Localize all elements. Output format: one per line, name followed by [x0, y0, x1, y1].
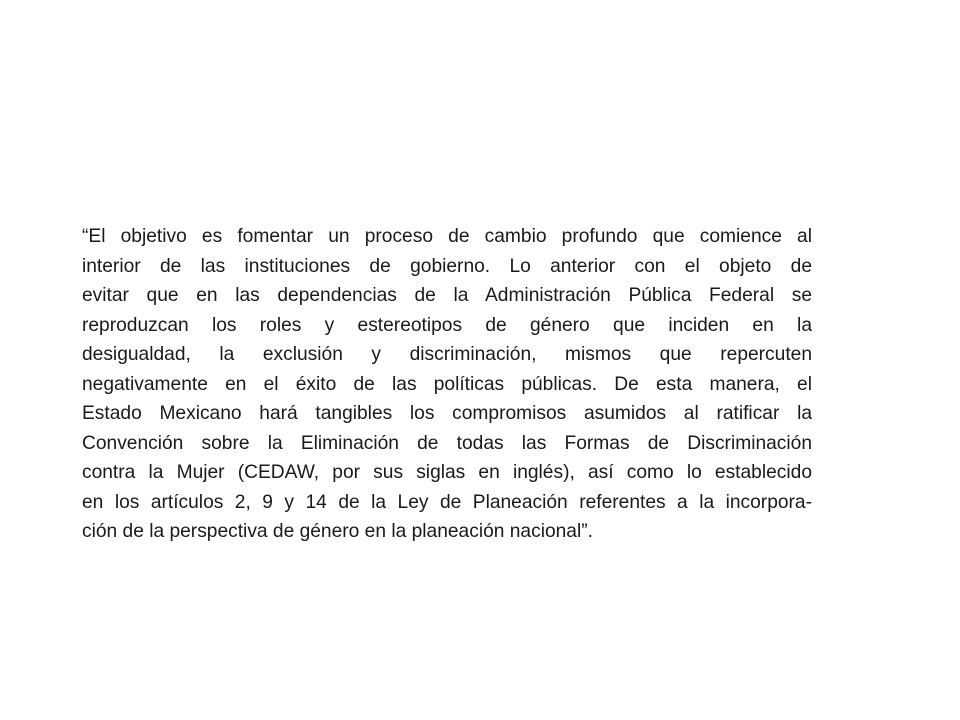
- quote-line: interior de las instituciones de gobierno. Lo anterior con el objeto de: [82, 255, 812, 277]
- quote-line: en los artículos 2, 9 y 14 de la Ley de Planeación referentes a la incorpora-: [82, 491, 812, 513]
- quote-text-block: [82, 222, 812, 547]
- quote-line: “El objetivo es fomentar un proceso de cambio profundo que comience al: [82, 226, 812, 247]
- quote-line: desigualdad, la exclusión y discriminación, mismos que repercuten: [82, 344, 812, 365]
- quote-line: evitar que en las dependencias de la Administración Pública Federal se: [82, 285, 812, 306]
- quote-line: reproduzcan los roles y estereotipos de género que inciden en la: [82, 314, 812, 336]
- quote-line: Estado Mexicano hará tangibles los compromisos asumidos al ratificar la: [82, 403, 812, 424]
- quote-line: negativamente en el éxito de las políticas públicas. De esta manera, el: [82, 373, 812, 395]
- quote-line-last: ción de la perspectiva de género en la planeación nacional”.: [82, 521, 593, 542]
- quote-line: contra la Mujer (CEDAW, por sus siglas en inglés), así como lo establecido: [82, 462, 812, 483]
- quote-line: Convención sobre la Eliminación de todas las Formas de Discriminación: [82, 432, 812, 454]
